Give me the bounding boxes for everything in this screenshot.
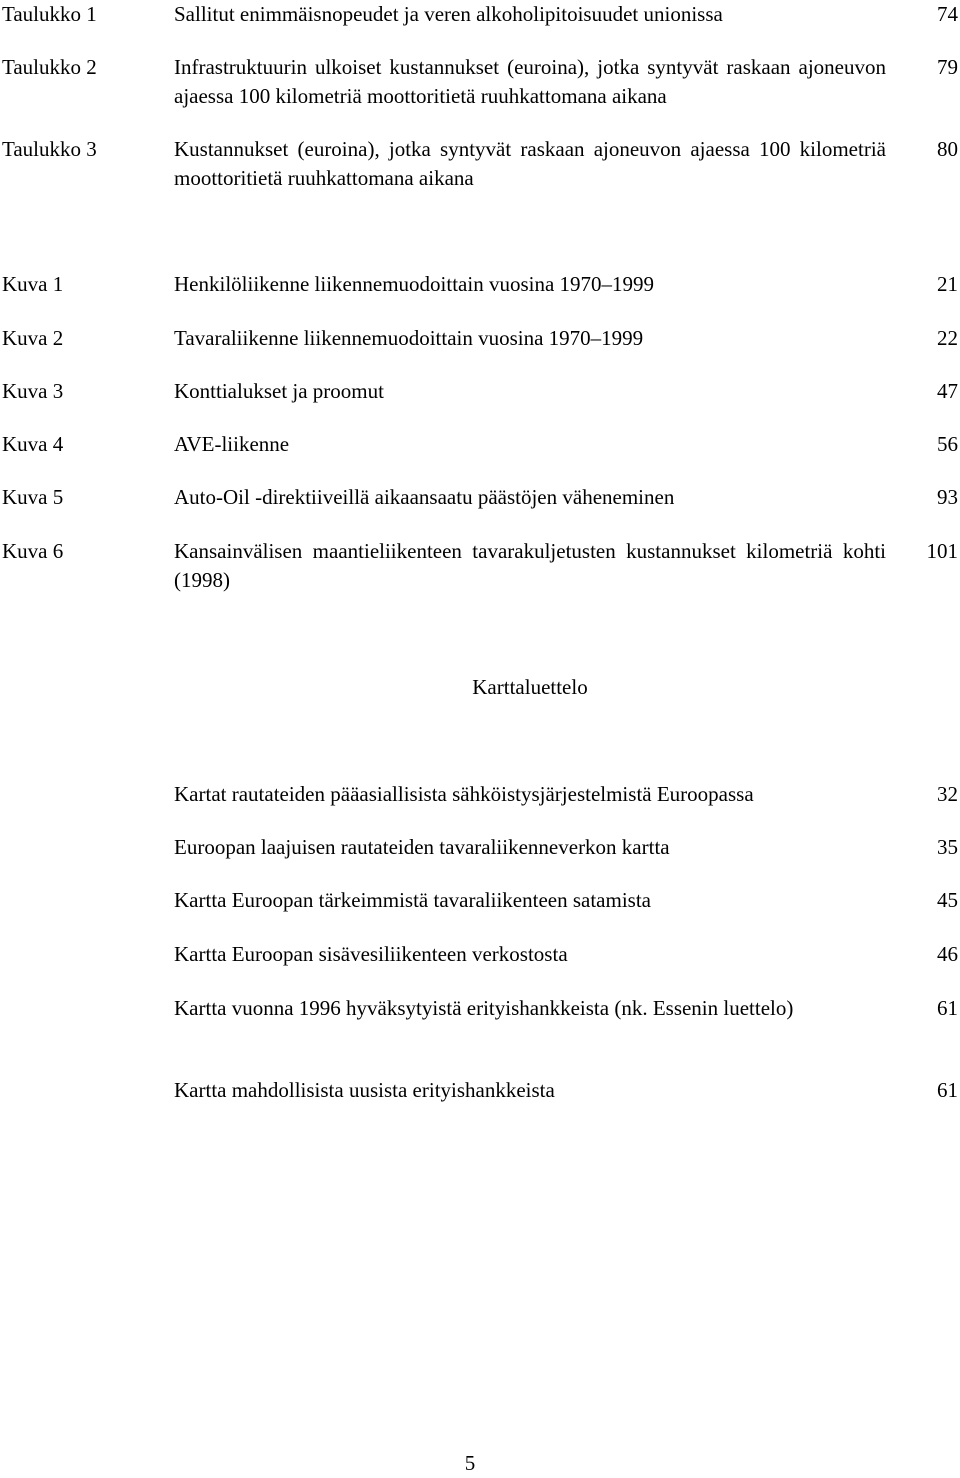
map-title: Kartta Euroopan tärkeimmistä tavaraliikenteen satamista — [174, 888, 651, 912]
page-reference: 61 — [937, 996, 958, 1020]
table-title: Kustannukset (euroina), jotka syntyvät raskaan ajoneuvon ajaessa 100 kilometriä moottoritietä ruuhkattomana aikana — [174, 137, 886, 190]
page-reference: 80 — [937, 137, 958, 161]
table-title: Sallitut enimmäisnopeudet ja veren alkoholipitoisuudet unionissa — [174, 2, 723, 26]
table-label: Taulukko 1 — [2, 2, 97, 26]
figure-label: Kuva 5 — [2, 485, 64, 509]
page-number: 5 — [464, 1451, 476, 1475]
table-label: Taulukko 2 — [2, 55, 97, 79]
page-reference: 47 — [937, 379, 958, 403]
page-reference: 21 — [937, 272, 958, 296]
table-label: Taulukko 3 — [2, 137, 97, 161]
figure-title: Henkilöliikenne liikennemuodoittain vuosina 1970–1999 — [174, 272, 655, 296]
figure-label: Kuva 2 — [2, 326, 64, 350]
map-title: Euroopan laajuisen rautateiden tavaraliikenneverkon kartta — [174, 835, 670, 859]
table-title: Infrastruktuurin ulkoiset kustannukset (euroina), jotka syntyvät raskaan ajoneuvon ajaessa 100 kilometriä moottoritietä ruuhkattomana aikana — [174, 55, 886, 108]
map-title: Kartta Euroopan sisävesiliikenteen verkostosta — [174, 942, 568, 966]
figure-label: Kuva 6 — [2, 539, 64, 563]
map-title: Kartat rautateiden pääasiallisista sähköistysjärjestelmistä Euroopassa — [174, 782, 754, 806]
page-reference: 46 — [937, 942, 958, 966]
page-reference: 45 — [937, 888, 958, 912]
page-reference: 22 — [937, 326, 958, 350]
figure-label: Kuva 3 — [2, 379, 64, 403]
page-reference: 56 — [937, 432, 958, 456]
maps-heading: Karttaluettelo — [472, 675, 588, 699]
figure-title: Auto-Oil -direktiiveillä aikaansaatu päästöjen väheneminen — [174, 485, 675, 509]
page-reference: 79 — [937, 55, 958, 79]
map-title: Kartta mahdollisista uusista erityishankkeista — [174, 1078, 555, 1102]
page-reference: 61 — [937, 1078, 958, 1102]
page-reference: 93 — [937, 485, 958, 509]
page-reference: 35 — [937, 835, 958, 859]
figure-title: Konttialukset ja proomut — [174, 379, 384, 403]
page-reference: 101 — [926, 539, 958, 563]
figure-label: Kuva 4 — [2, 432, 64, 456]
page-reference: 74 — [937, 2, 958, 26]
figure-label: Kuva 1 — [2, 272, 64, 296]
page-reference: 32 — [937, 782, 958, 806]
figure-title: Tavaraliikenne liikennemuodoittain vuosina 1970–1999 — [174, 326, 644, 350]
figure-title: AVE-liikenne — [174, 432, 290, 456]
map-title: Kartta vuonna 1996 hyväksytyistä erityishankkeista (nk. Essenin luettelo) — [174, 996, 794, 1020]
figure-title: Kansainvälisen maantieliikenteen tavarakuljetusten kustannukset kilometriä kohti (1998) — [174, 539, 886, 592]
